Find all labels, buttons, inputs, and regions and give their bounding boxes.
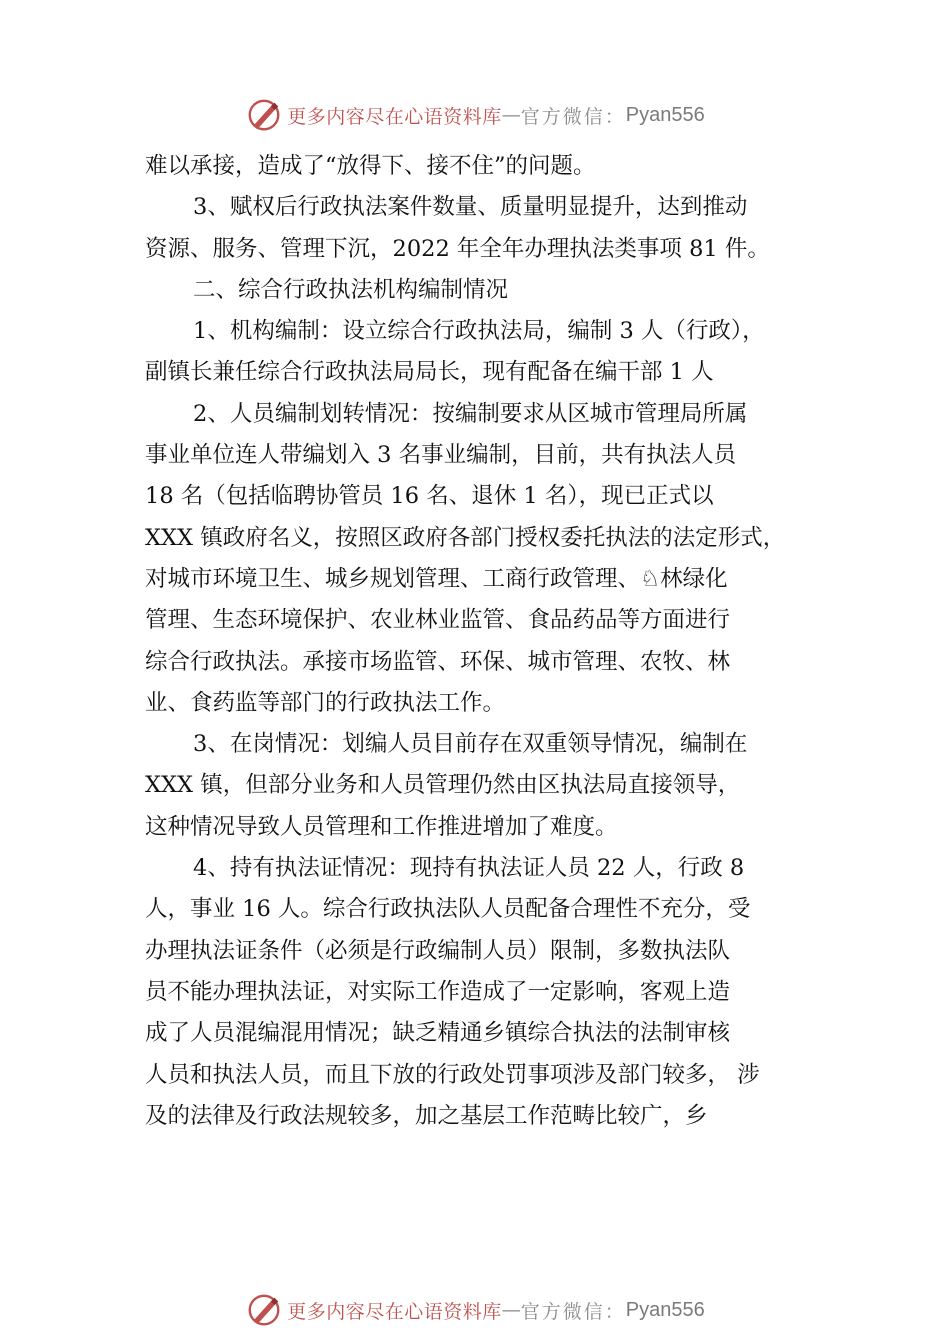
- body-line: 业、食药监等部门的行政执法工作。: [145, 689, 506, 716]
- body-line: 难以承接，造成了“放得下、接不住”的问题。: [145, 153, 596, 179]
- footer-watermark: [0, 1290, 950, 1330]
- body-line: 事业单位连人带编划入 3 名事业编制，目前，共有执法人员: [145, 442, 737, 469]
- body-line: 3、在岗情况：划编人员目前存在双重领导情况，编制在: [193, 731, 748, 758]
- body-line: 18 名（包括临聘协管员 16 名、退休 1 名），现已正式以: [145, 483, 714, 510]
- separator-dash: —: [501, 1299, 521, 1321]
- body-line: 人员和执法人员，而且下放的行政处罚事项涉及部门较多， 涉: [145, 1061, 760, 1088]
- wechat-id: Pyan556: [625, 103, 705, 126]
- body-line: XXX 镇，但部分业务和人员管理仍然由区执法局直接领导，: [145, 772, 741, 799]
- body-line: 副镇长兼任综合行政执法局局长，现有配备在编干部 1 人: [145, 359, 714, 386]
- body-line: 1、机构编制：设立综合行政执法局，编制 3 人（行政），: [193, 318, 765, 345]
- body-line: 成了人员混编混用情况；缺乏精通乡镇综合执法的法制审核: [145, 1020, 731, 1047]
- wechat-label: 官方微信：: [520, 105, 626, 128]
- body-line: 4、持有执法证情况：现持有执法证人员 22 人，行政 8: [193, 855, 745, 882]
- body-line: 对城市环境卫生、城乡规划管理、工商行政管理、♘林绿化: [145, 565, 728, 592]
- separator-dash: —: [501, 104, 521, 126]
- body-line: XXX 镇政府名义，按照区政府各部门授权委托执法的法定形式，: [145, 524, 786, 551]
- document-body: [145, 146, 835, 1137]
- body-line: 这种情况导致人员管理和工作推进增加了难度。: [145, 813, 618, 840]
- body-line: 及的法律及行政法规较多，加之基层工作范畴比较广，乡: [145, 1102, 708, 1129]
- body-line: 办理执法证条件（必须是行政编制人员）限制，多数执法队: [145, 937, 731, 964]
- body-line: 员不能办理执法证，对实际工作造成了一定影响，客观上造: [145, 978, 731, 1005]
- pen-logo-icon: [245, 1291, 283, 1329]
- body-line: 3、赋权后行政执法案件数量、质量明显提升，达到推动: [193, 194, 748, 221]
- site-name-text: 更多内容尽在心语资料库: [287, 1300, 502, 1323]
- wechat-label: 官方微信：: [520, 1300, 626, 1323]
- body-line: 2、人员编制划转情况：按编制要求从区城市管理局所属: [193, 400, 748, 427]
- body-line: 人，事业 16 人。综合行政执法队人员配备合理性不充分，受: [145, 896, 751, 923]
- site-name-text: 更多内容尽在心语资料库: [287, 105, 502, 128]
- section-heading: 二、综合行政执法机构编制情况: [193, 276, 509, 303]
- header-watermark: [0, 95, 950, 135]
- body-line: 综合行政执法。承接市场监管、环保、城市管理、农牧、林: [145, 648, 731, 675]
- pen-logo-icon: [245, 96, 283, 134]
- wechat-id: Pyan556: [625, 1298, 705, 1321]
- body-line: 资源、服务、管理下沉，2022 年全年办理执法类事项 81 件。: [145, 235, 770, 262]
- body-line: 管理、生态环境保护、农业林业监管、食品药品等方面进行: [145, 607, 731, 634]
